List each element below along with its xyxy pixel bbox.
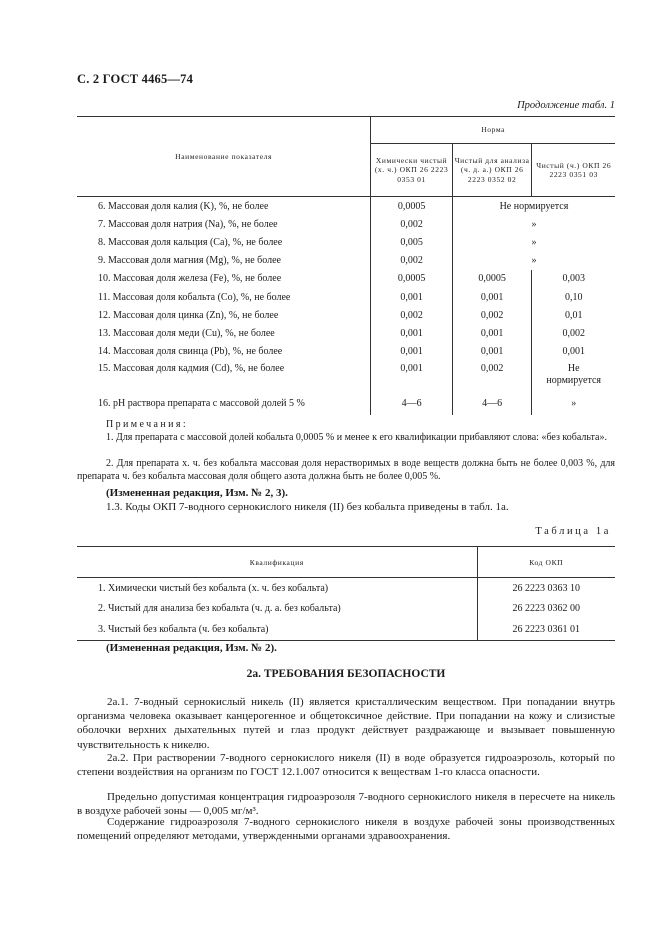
table-row: 12. Массовая доля цинка (Zn), %, не более 0,002 0,002 0,01 bbox=[77, 306, 615, 324]
edit-note-2: (Измененная редакция, Изм. № 2). bbox=[106, 642, 277, 654]
table-row: 16. pH раствора препарата с массовой долей 5 % 4—6 4—6 » bbox=[77, 393, 615, 415]
col-header-name: Наименование показателя bbox=[77, 117, 371, 197]
paragraph-2a-2: 2а.2. При растворении 7-водного сернокислого никеля (II) в воде образуется гидроаэрозоль, который по степени воздействия на организм по ГОСТ 12.1.007 относится к веществам 1-го класса опасности. bbox=[77, 752, 615, 779]
table-1 bbox=[77, 116, 615, 415]
table-1a-label: Таблица 1а bbox=[535, 526, 611, 537]
col-header-norma: Норма bbox=[371, 117, 615, 144]
paragraph-methods: Содержание гидроаэрозоля 7-водного сернокислого никеля в воздухе рабочей зоны производственных помещений определяют методами, утвержденными органами здравоохранения. bbox=[77, 816, 615, 843]
col-header-qualification: Квалификация bbox=[77, 547, 477, 578]
paragraph-2a-1: 2а.1. 7-водный сернокислый никель (II) является кристаллическим веществом. При попадании внутрь организма человека оказывает канцерогенное и общетоксичное действие. При попадании на кожу и слизистые оболочки верхних дыхательных путей и глаз продукт действует раздражающе и вызывает повышенную чувствительность к никелю. bbox=[77, 696, 615, 751]
table-row: 13. Массовая доля меди (Cu), %, не более 0,001 0,001 0,002 bbox=[77, 324, 615, 342]
page-header: С. 2 ГОСТ 4465—74 bbox=[77, 72, 194, 86]
note-2: 2. Для препарата х. ч. без кобальта массовая доля нерастворимых в воде веществ должна быть не более 0,003 %, для препарата ч. без кобальта массовая доля общего азота должна быть не более 0,005 %. bbox=[77, 458, 615, 482]
edit-note-1: (Измененная редакция, Изм. № 2, 3). bbox=[106, 487, 288, 499]
table-row: 9. Массовая доля магния (Mg), %, не более 0,002 » bbox=[77, 252, 615, 270]
table-row: 10. Массовая доля железа (Fe), %, не более 0,0005 0,0005 0,003 bbox=[77, 270, 615, 288]
notes-heading: Примечания: bbox=[106, 419, 189, 430]
table-row: 6. Массовая доля калия (K), %, не более 0,0005 Не нормируется bbox=[77, 197, 615, 216]
paragraph-mac: Предельно допустимая концентрация гидроаэрозоля 7-водного сернокислого никеля в пересчете на никель в воздухе рабочей зоны — 0,005 мг/м³. bbox=[77, 791, 615, 818]
col-header-analysis-pure: Чистый для анализа (ч. д. а.) ОКП 26 2223 0352 02 bbox=[452, 144, 532, 197]
table-row: 3. Чистый без кобальта (ч. без кобальта) 26 2223 0361 01 bbox=[77, 619, 615, 640]
table-row: 11. Массовая доля кобальта (Co), %, не более 0,001 0,001 0,10 bbox=[77, 288, 615, 306]
table-row: 2. Чистый для анализа без кобальта (ч. д. а. без кобальта) 26 2223 0362 00 bbox=[77, 599, 615, 620]
table-row: 8. Массовая доля кальция (Ca), %, не более 0,005 » bbox=[77, 233, 615, 251]
col-header-pure: Чистый (ч.) ОКП 26 2223 0351 03 bbox=[532, 144, 615, 197]
table-row: 15. Массовая доля кадмия (Cd), %, не более 0,001 0,002 Не нормируется bbox=[77, 361, 615, 393]
col-header-okp-code: Код ОКП bbox=[477, 547, 615, 578]
table-continuation-label: Продолжение табл. 1 bbox=[517, 100, 615, 111]
paragraph-1-3: 1.3. Коды ОКП 7-водного сернокислого никеля (II) без кобальта приведены в табл. 1а. bbox=[106, 501, 509, 513]
table-row: 1. Химически чистый без кобальта (х. ч. без кобальта) 26 2223 0363 10 bbox=[77, 578, 615, 599]
table-row: 14. Массовая доля свинца (Pb), %, не более 0,001 0,001 0,001 bbox=[77, 343, 615, 361]
section-title: 2а. ТРЕБОВАНИЯ БЕЗОПАСНОСТИ bbox=[246, 668, 446, 680]
table-1a bbox=[77, 546, 615, 641]
note-1: 1. Для препарата с массовой долей кобальта 0,0005 % и менее к его квалификации прибавляют слова: «без кобальта». bbox=[106, 432, 607, 443]
col-header-chemically-pure: Химически чистый (х. ч.) ОКП 26 2223 0353 01 bbox=[371, 144, 453, 197]
table-row: 7. Массовая доля натрия (Na), %, не более 0,002 » bbox=[77, 215, 615, 233]
